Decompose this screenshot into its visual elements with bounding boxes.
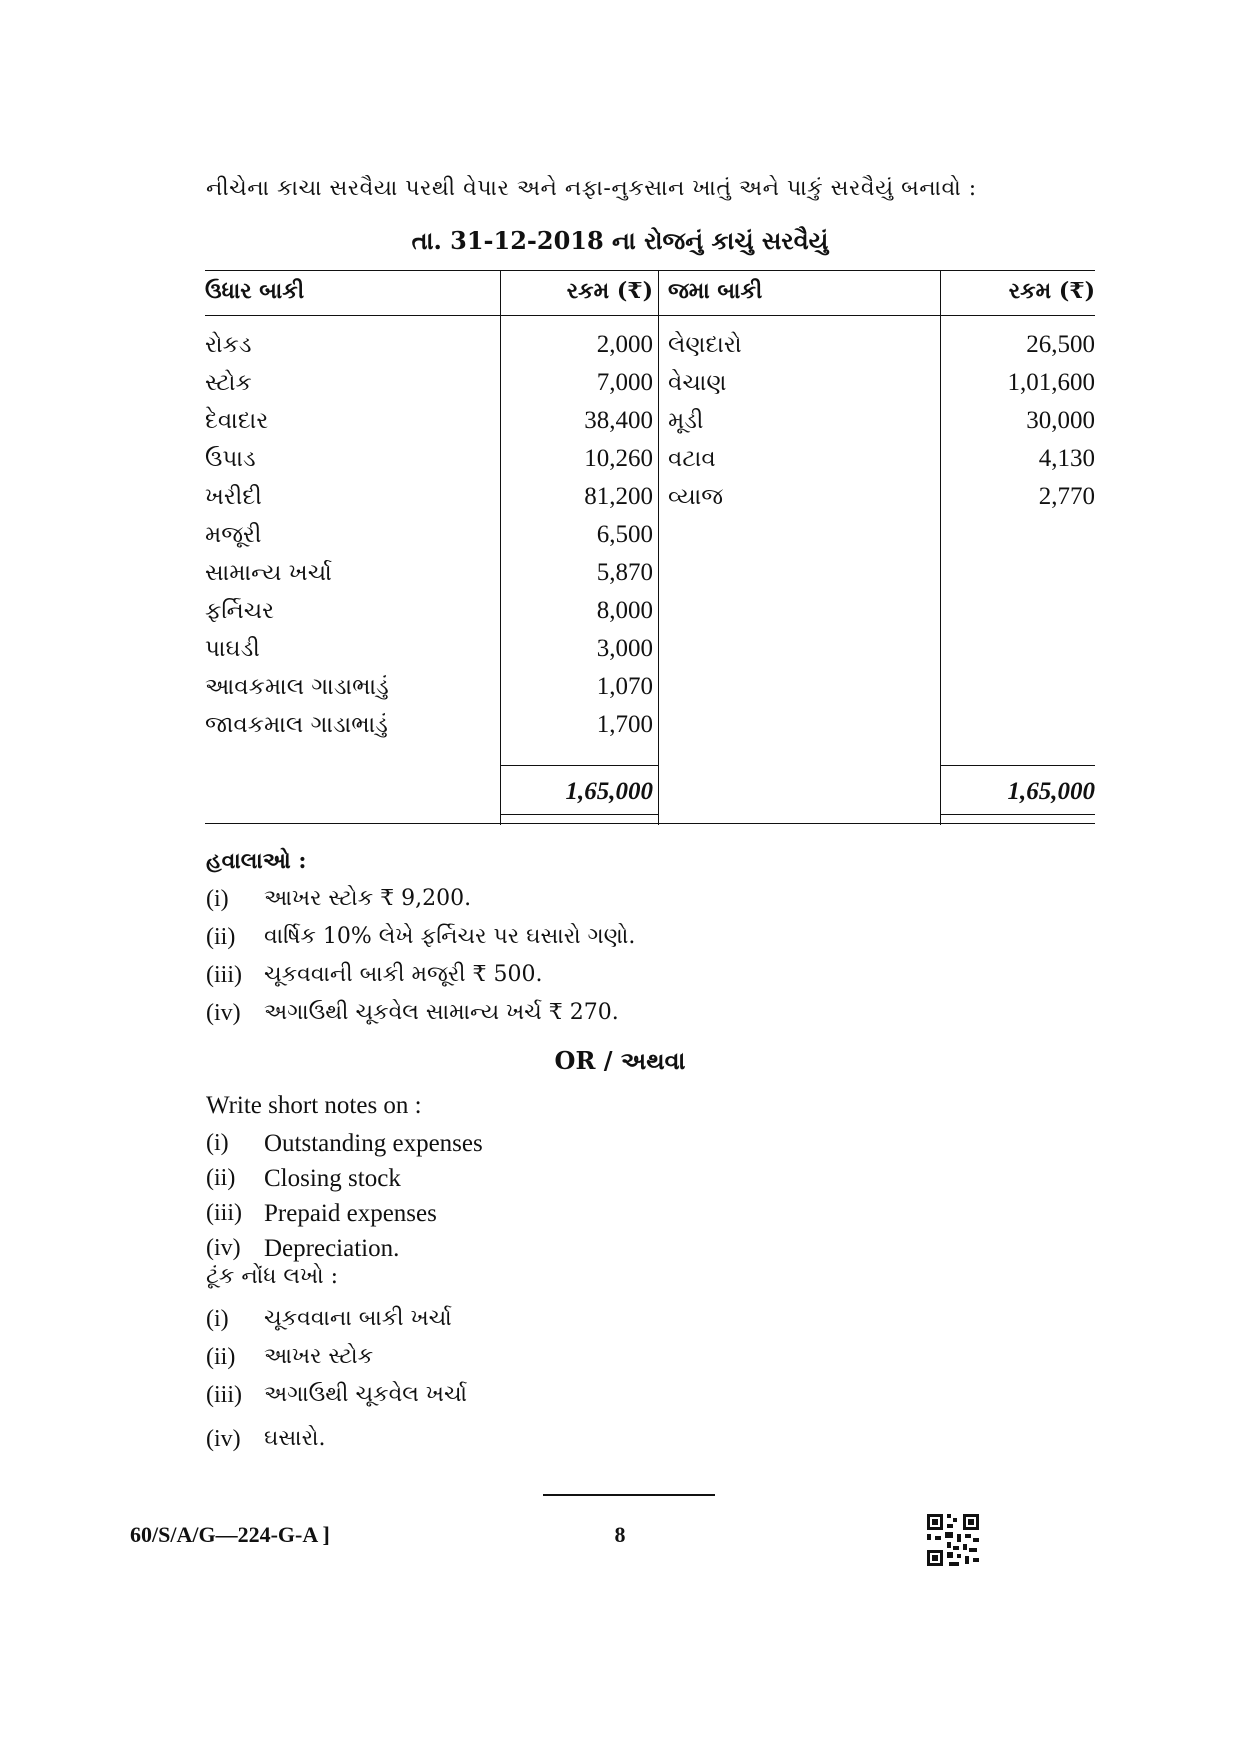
credit-total: 1,65,000	[1007, 778, 1095, 805]
credit-amount: 1,01,600	[1007, 369, 1095, 396]
credit-total-top-rule	[940, 765, 1095, 766]
item-number: (ii)	[206, 1344, 236, 1370]
item-text: વાર્ષિક 10% લેખે ફર્નિચર પર ઘસારો ગણો.	[264, 924, 636, 949]
debit-label: ઉપાડ	[205, 446, 256, 472]
debit-labels	[205, 326, 495, 744]
debit-amount: 3,000	[596, 635, 653, 662]
adjustments-title: હવાલાઓ :	[206, 848, 307, 874]
debit-amount: 2,000	[596, 331, 653, 358]
trial-balance-table	[205, 270, 1095, 825]
item-number: (iv)	[206, 1235, 241, 1261]
item-number: (iv)	[206, 1426, 241, 1452]
debit-label: જાવકમાલ ગાડાભાડું	[205, 712, 388, 738]
debit-label: પાઘડી	[205, 636, 260, 662]
debit-total: 1,65,000	[565, 778, 653, 805]
debit-header: ઉધાર બાકી	[205, 278, 305, 304]
debit-label: મજૂરી	[205, 522, 262, 548]
credit-label: મૂડી	[668, 408, 704, 434]
debit-label: દેવાદાર	[205, 408, 269, 434]
item-number: (i)	[206, 886, 229, 912]
item-number: (ii)	[206, 924, 236, 950]
credit-amount: 26,500	[1026, 331, 1095, 358]
debit-label: આવકમાલ ગાડાભાડું	[205, 674, 389, 700]
item-text: ચૂકવવાની બાકી મજૂરી ₹ 500.	[264, 962, 543, 987]
col-divider	[658, 270, 659, 825]
debit-total-bottom-rule	[500, 814, 658, 815]
credit-label: વ્યાજ	[668, 484, 724, 510]
debit-amount: 81,200	[584, 483, 653, 510]
item-text: અગાઉથી ચૂકવેલ ખર્ચા	[264, 1382, 467, 1407]
table-bottom-rule	[205, 823, 1095, 824]
item-number: (ii)	[206, 1165, 236, 1191]
debit-amount: 8,000	[596, 597, 653, 624]
debit-label: ખરીદી	[205, 484, 262, 510]
debit-amount: 38,400	[584, 407, 653, 434]
or-separator: OR / અથવા	[554, 1046, 686, 1075]
item-text: ઘસારો.	[264, 1426, 326, 1451]
item-text: અગાઉથી ચૂકવેલ સામાન્ય ખર્ચ ₹ 270.	[264, 1000, 619, 1025]
credit-amount: 4,130	[1038, 445, 1095, 472]
table-top-rule	[205, 270, 1095, 271]
qr-code-icon	[925, 1512, 981, 1568]
debit-label: સામાન્ય ખર્ચા	[205, 560, 332, 586]
credit-labels	[668, 326, 933, 516]
item-number: (iii)	[206, 962, 242, 988]
col-divider	[500, 270, 501, 825]
credit-amount-header: રકમ (₹)	[1008, 278, 1095, 304]
credit-total-bottom-rule	[940, 814, 1095, 815]
paper-code: 60/S/A/G—224-G-A ]	[130, 1522, 330, 1547]
credit-amount: 30,000	[1026, 407, 1095, 434]
credit-header: જમા બાકી	[668, 278, 763, 304]
credit-label: લેણદારો	[668, 332, 742, 358]
debit-amounts	[505, 326, 653, 744]
col-divider	[940, 270, 941, 825]
credit-amount: 2,770	[1038, 483, 1095, 510]
item-number: (iii)	[206, 1200, 242, 1226]
debit-amount: 6,500	[596, 521, 653, 548]
debit-label: રોકડ	[205, 332, 252, 358]
item-text: Depreciation.	[264, 1235, 400, 1262]
footer-rule	[543, 1494, 715, 1496]
debit-amount: 1,700	[596, 711, 653, 738]
item-text: આખર સ્ટોક ₹ 9,200.	[264, 886, 472, 911]
trial-balance-title: તા. 31-12-2018 ના રોજનું કાચું સરવૈયું	[411, 226, 829, 255]
debit-amount-header: રકમ (₹)	[566, 278, 653, 304]
item-text: આખર સ્ટોક	[264, 1344, 374, 1369]
header-bottom-rule	[205, 315, 1095, 316]
question-text: નીચેના કાચા સરવૈયા પરથી વેપાર અને નફા-નુકસાન ખાતું અને પાકું સરવૈયું બનાવો :	[206, 176, 977, 201]
item-number: (i)	[206, 1130, 229, 1156]
debit-amount: 5,870	[596, 559, 653, 586]
item-text: Outstanding expenses	[264, 1130, 483, 1157]
debit-label: સ્ટોક	[205, 370, 252, 396]
item-text: ચૂકવવાના બાકી ખર્ચા	[264, 1306, 452, 1331]
item-number: (iv)	[206, 1000, 241, 1026]
credit-label: વેચાણ	[668, 370, 727, 396]
short-notes-title-gu: ટૂંક નોંધ લખો :	[206, 1264, 339, 1289]
debit-total-top-rule	[500, 765, 658, 766]
credit-label: વટાવ	[668, 446, 716, 472]
item-text: Prepaid expenses	[264, 1200, 437, 1227]
short-notes-title-en: Write short notes on :	[206, 1092, 422, 1119]
debit-amount: 7,000	[596, 369, 653, 396]
page-number: 8	[614, 1522, 626, 1547]
debit-label: ફર્નિચર	[205, 598, 275, 624]
item-number: (i)	[206, 1306, 229, 1332]
debit-amount: 10,260	[584, 445, 653, 472]
item-text: Closing stock	[264, 1165, 401, 1192]
credit-amounts	[945, 326, 1095, 516]
item-number: (iii)	[206, 1382, 242, 1408]
debit-amount: 1,070	[596, 673, 653, 700]
